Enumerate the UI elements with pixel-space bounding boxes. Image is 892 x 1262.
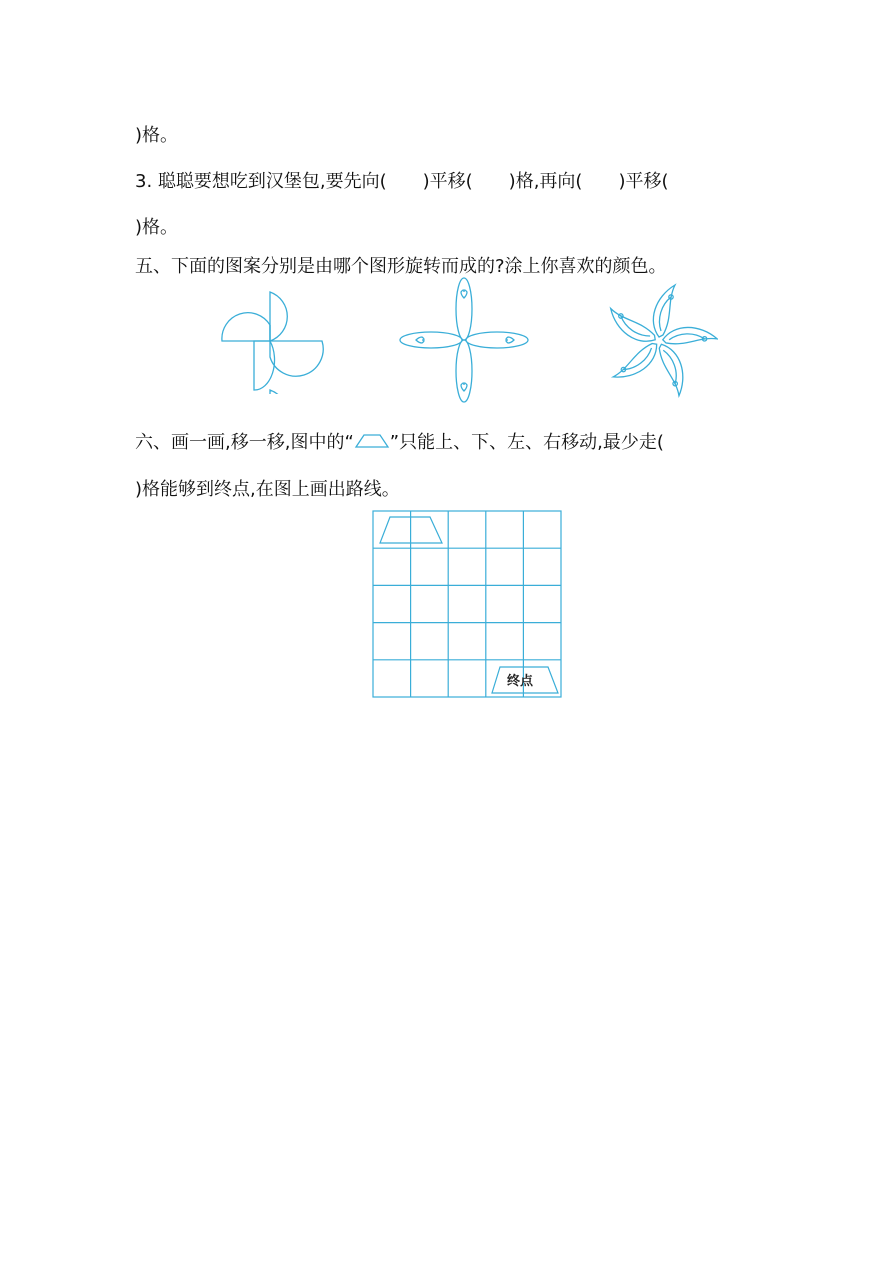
bauhinia-figure: [600, 282, 718, 400]
move-grid: [372, 510, 564, 700]
section-5-title: 五、下面的图案分别是由哪个图形旋转而成的?涂上你喜欢的颜色。: [135, 256, 667, 277]
four-petal-figure: [398, 276, 530, 404]
pinwheel-figure: [218, 288, 326, 394]
text-line-3: )格。: [135, 217, 179, 238]
end-label: 终点: [506, 674, 534, 689]
section-6-text-b: ”只能上、下、左、右移动,最少走(: [389, 432, 664, 453]
text-line-1: )格。: [135, 125, 179, 146]
section-6-text-a: 六、画一画,移一移,图中的“: [135, 432, 354, 453]
question-3: 3. 聪聪要想吃到汉堡包,要先向( )平移( )格,再向( )平移(: [135, 171, 669, 192]
section-6-title: [135, 431, 664, 455]
text-line-6: )格能够到终点,在图上画出路线。: [135, 479, 400, 500]
trapezoid-icon: [354, 433, 390, 449]
